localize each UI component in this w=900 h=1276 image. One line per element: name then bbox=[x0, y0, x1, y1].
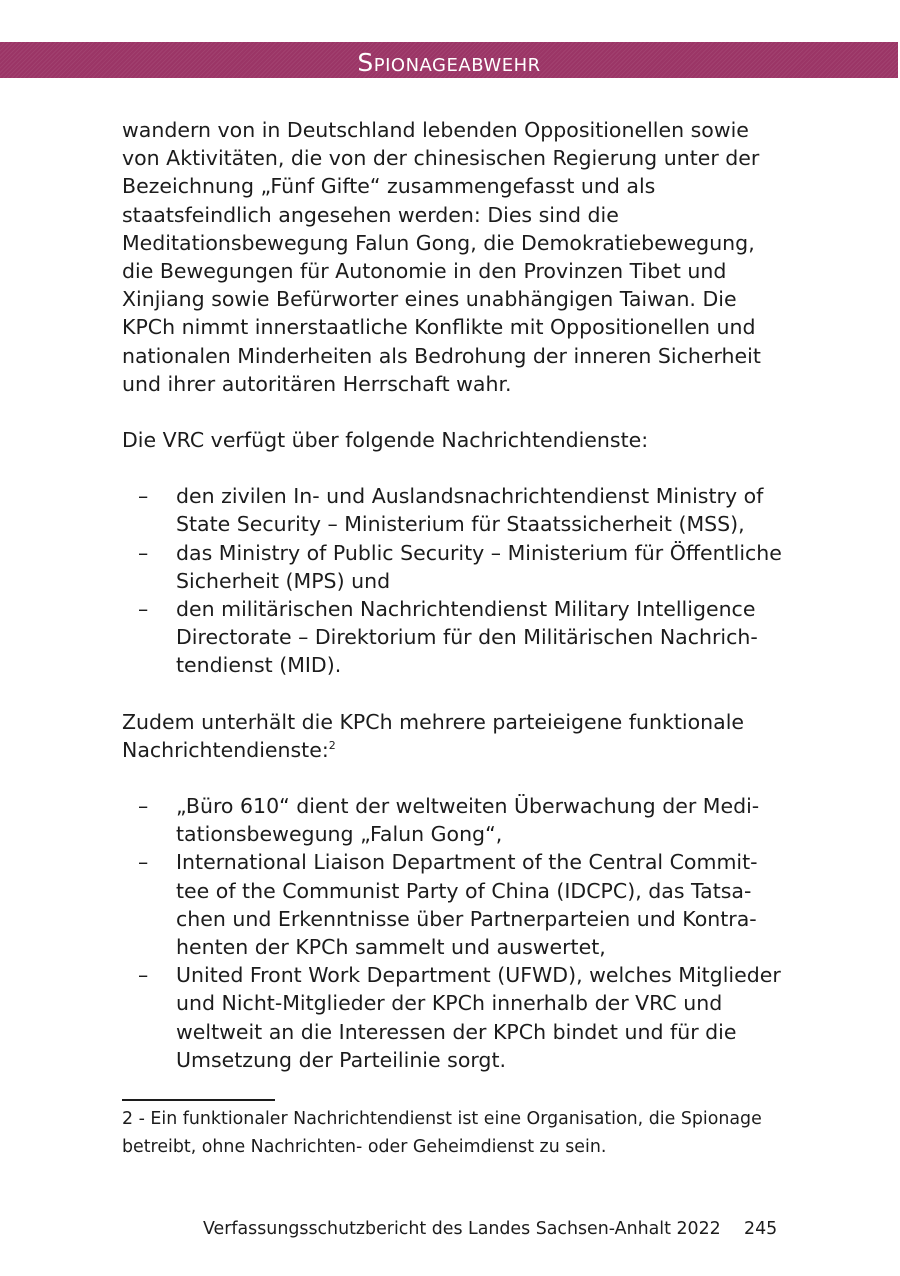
dash-marker: – bbox=[138, 794, 149, 819]
dash-marker: – bbox=[138, 597, 149, 622]
footer-title: Verfassungsschutzbericht des Landes Sachsen-Anhalt 2022 bbox=[203, 1219, 721, 1239]
list-item-text: „Büro 610“ dient der weltweiten Überwachung der Meditationsbewegung „Falun Gong“, bbox=[176, 794, 760, 847]
page-number: 245 bbox=[744, 1219, 778, 1239]
state-services-list bbox=[122, 482, 782, 679]
footnote-text: 2 - Ein funktionaler Nachrichtendienst ist eine Organisation, die Spionage betreibt, ohne Nachrichten- oder Geheimdienst zu sein. bbox=[122, 1109, 762, 1157]
main-content bbox=[122, 116, 782, 1074]
section-title: Spionageabwehr bbox=[357, 48, 541, 77]
dash-marker: – bbox=[138, 963, 149, 988]
list-item bbox=[122, 595, 782, 680]
party-services-list bbox=[122, 792, 782, 1074]
list-item-text: den militärischen Nachrichtendienst Military Intelligence Directorate – Direktorium für den Militärischen Nachrichtendienst (MID). bbox=[176, 597, 758, 678]
list-item bbox=[122, 848, 782, 961]
paragraph-intro: wandern von in Deutschland lebenden Oppositionellen sowie von Aktivitäten, die von der chinesischen Regierung unter der Bezeichnung „Fünf Gifte“ zusammengefasst und als staatsfeindlich angesehen werden: Dies sind die Meditationsbewegung Falun Gong, die Demokratiebewegung, die Bewegungen für Autonomie in den Provinzen Tibet und Xinjiang sowie Befürworter eines unabhängigen Taiwan. Die KPCh nimmt innerstaatliche Konflikte mit Oppositionellen und nationalen Minderheiten als Bedrohung der inneren Sicherheit und ihrer autoritären Herrschaft wahr. bbox=[122, 118, 761, 396]
list-item bbox=[122, 539, 782, 595]
list-item-text: den zivilen In- und Auslandsnachrichtendienst Ministry of State Security – Ministerium für Staatssicherheit (MSS), bbox=[176, 484, 764, 537]
dash-marker: – bbox=[138, 484, 149, 509]
list-item bbox=[122, 961, 782, 1074]
footnote-divider bbox=[122, 1099, 275, 1101]
list-item bbox=[122, 792, 782, 848]
list-item-text: International Liaison Department of the Central Committee of the Communist Party of China (IDCPC), das Tatsachen und Erkenntnisse über Partnerparteien und Kontrahenten der KPCh sammelt und auswertet, bbox=[176, 850, 758, 960]
footnote-reference: 2 bbox=[328, 739, 336, 753]
paragraph-party-services bbox=[122, 708, 782, 764]
list-item bbox=[122, 482, 782, 538]
dash-marker: – bbox=[138, 850, 149, 875]
list-item-text: das Ministry of Public Security – Ministerium für Öffentliche Sicherheit (MPS) und bbox=[176, 540, 782, 593]
dash-marker: – bbox=[138, 540, 149, 565]
paragraph-party-services-text: Zudem unterhält die KPCh mehrere parteieigene funktionale Nachrichtendienste: bbox=[122, 709, 745, 762]
paragraph-services-intro: Die VRC verfügt über folgende Nachrichtendienste: bbox=[122, 428, 649, 453]
list-item-text: United Front Work Department (UFWD), welches Mitglieder und Nicht-Mitglieder der KPCh innerhalb der VRC und weltweit an die Interessen der KPCh bindet und für die Umsetzung der Parteilinie sorgt. bbox=[176, 963, 781, 1072]
page-footer bbox=[0, 1214, 900, 1244]
